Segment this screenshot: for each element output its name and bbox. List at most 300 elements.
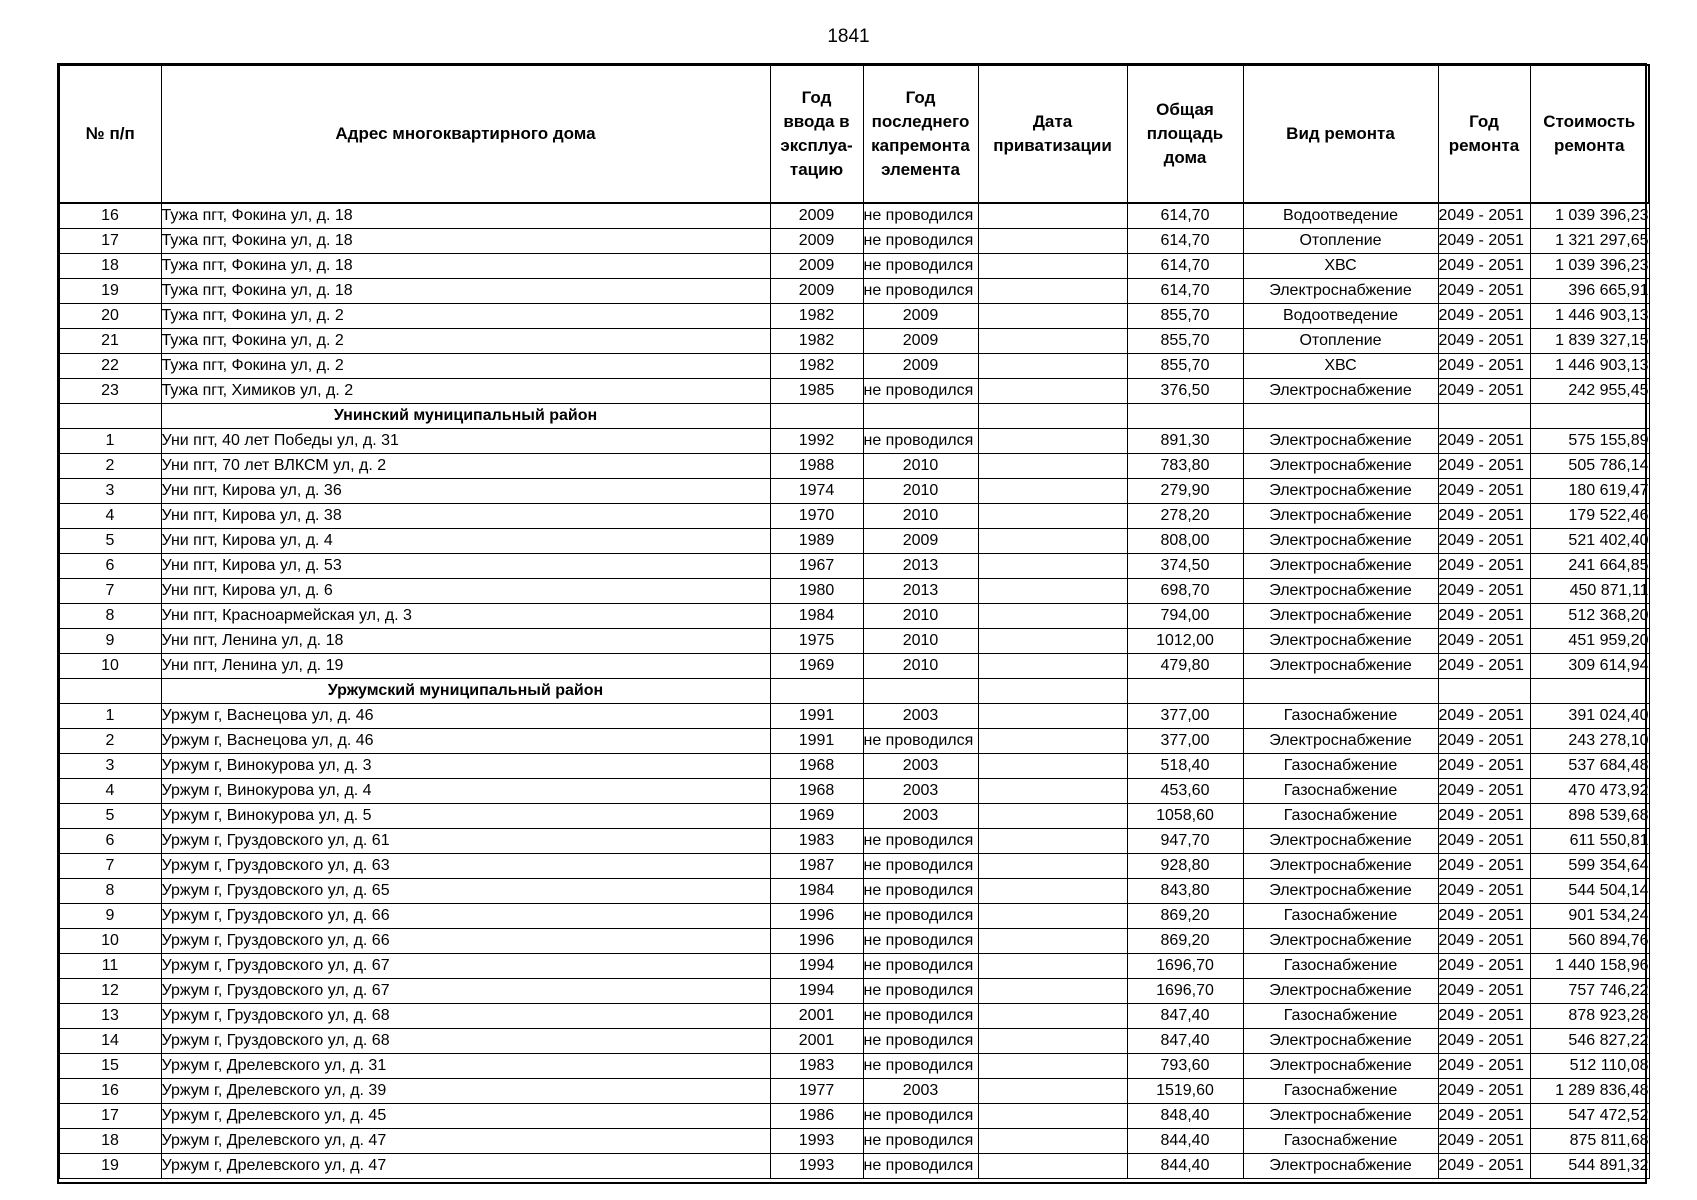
cell-num: 8 bbox=[59, 878, 161, 903]
cell-last-capital-repair: 2003 bbox=[863, 753, 978, 778]
cell-privatization-date bbox=[978, 603, 1127, 628]
table-row bbox=[59, 278, 1649, 303]
cell-privatization-date bbox=[978, 353, 1127, 378]
table-row bbox=[59, 353, 1649, 378]
cell-privatization-date bbox=[978, 753, 1127, 778]
table-row bbox=[59, 228, 1649, 253]
cell-repair-type: Электроснабжение bbox=[1243, 578, 1438, 603]
cell-repair-year: 2049 - 2051 bbox=[1438, 703, 1530, 728]
cell-total-area: 614,70 bbox=[1127, 203, 1243, 228]
cell-last-capital-repair: не проводился bbox=[863, 1153, 978, 1178]
cell-num: 19 bbox=[59, 1153, 161, 1178]
cell-privatization-date bbox=[978, 428, 1127, 453]
cell-repair-type: Электроснабжение bbox=[1243, 453, 1438, 478]
cell-repair-type: Электроснабжение bbox=[1243, 1053, 1438, 1078]
cell-year-built: 1992 bbox=[770, 428, 863, 453]
cell-repair-cost: 1 446 903,13 bbox=[1530, 303, 1649, 328]
cell-repair-type: Электроснабжение bbox=[1243, 853, 1438, 878]
cell-repair-cost: 521 402,40 bbox=[1530, 528, 1649, 553]
cell-total-area: 614,70 bbox=[1127, 278, 1243, 303]
cell-year-built: 1980 bbox=[770, 578, 863, 603]
cell-privatization-date bbox=[978, 1103, 1127, 1128]
cell-last-capital-repair: не проводился bbox=[863, 728, 978, 753]
cell-address: Тужа пгт, Фокина ул, д. 2 bbox=[161, 328, 770, 353]
cell-repair-cost bbox=[1530, 403, 1649, 428]
cell-repair-type: Водоотведение bbox=[1243, 203, 1438, 228]
cell-repair-type: Электроснабжение bbox=[1243, 1103, 1438, 1128]
cell-repair-year: 2049 - 2051 bbox=[1438, 1128, 1530, 1153]
cell-privatization-date bbox=[978, 978, 1127, 1003]
cell-repair-type: Газоснабжение bbox=[1243, 1078, 1438, 1103]
cell-repair-type: Газоснабжение bbox=[1243, 1128, 1438, 1153]
cell-num: 5 bbox=[59, 528, 161, 553]
cell-repair-year bbox=[1438, 403, 1530, 428]
cell-repair-year: 2049 - 2051 bbox=[1438, 853, 1530, 878]
cell-address: Уржум г, Винокурова ул, д. 3 bbox=[161, 753, 770, 778]
cell-repair-year: 2049 - 2051 bbox=[1438, 203, 1530, 228]
table-row bbox=[59, 778, 1649, 803]
header-repair-type: Вид ремонта bbox=[1243, 65, 1438, 203]
table-row bbox=[59, 1078, 1649, 1103]
table-row bbox=[59, 853, 1649, 878]
cell-year-built: 1977 bbox=[770, 1078, 863, 1103]
cell-address: Уни пгт, Кирова ул, д. 36 bbox=[161, 478, 770, 503]
cell-year-built: 1975 bbox=[770, 628, 863, 653]
cell-year-built: 1967 bbox=[770, 553, 863, 578]
cell-repair-cost bbox=[1530, 678, 1649, 703]
cell-total-area: 279,90 bbox=[1127, 478, 1243, 503]
cell-repair-cost: 391 024,40 bbox=[1530, 703, 1649, 728]
page-number: 1841 bbox=[827, 26, 870, 47]
cell-last-capital-repair: 2010 bbox=[863, 453, 978, 478]
cell-repair-type: Электроснабжение bbox=[1243, 378, 1438, 403]
cell-repair-year: 2049 - 2051 bbox=[1438, 1078, 1530, 1103]
table-row bbox=[59, 703, 1649, 728]
cell-last-capital-repair: не проводился bbox=[863, 903, 978, 928]
cell-address: Уржум г, Груздовского ул, д. 67 bbox=[161, 978, 770, 1003]
cell-repair-year: 2049 - 2051 bbox=[1438, 978, 1530, 1003]
cell-total-area: 794,00 bbox=[1127, 603, 1243, 628]
cell-last-capital-repair: 2003 bbox=[863, 1078, 978, 1103]
cell-repair-type: Газоснабжение bbox=[1243, 703, 1438, 728]
cell-repair-cost: 1 321 297,65 bbox=[1530, 228, 1649, 253]
cell-address: Уржум г, Винокурова ул, д. 4 bbox=[161, 778, 770, 803]
cell-last-capital-repair: 2010 bbox=[863, 603, 978, 628]
cell-repair-type: Электроснабжение bbox=[1243, 628, 1438, 653]
cell-address: Уни пгт, 70 лет ВЛКСМ ул, д. 2 bbox=[161, 453, 770, 478]
cell-year-built: 1988 bbox=[770, 453, 863, 478]
cell-repair-year: 2049 - 2051 bbox=[1438, 1103, 1530, 1128]
cell-last-capital-repair: 2009 bbox=[863, 328, 978, 353]
cell-total-area: 869,20 bbox=[1127, 903, 1243, 928]
cell-repair-type: Электроснабжение bbox=[1243, 553, 1438, 578]
cell-repair-year: 2049 - 2051 bbox=[1438, 303, 1530, 328]
cell-num: 7 bbox=[59, 853, 161, 878]
cell-address: Уржум г, Дрелевского ул, д. 45 bbox=[161, 1103, 770, 1128]
repair-register-table bbox=[58, 64, 1650, 1179]
cell-last-capital-repair: не проводился bbox=[863, 203, 978, 228]
cell-address: Тужа пгт, Фокина ул, д. 2 bbox=[161, 303, 770, 328]
cell-privatization-date bbox=[978, 403, 1127, 428]
cell-address: Тужа пгт, Химиков ул, д. 2 bbox=[161, 378, 770, 403]
table-row bbox=[59, 603, 1649, 628]
cell-year-built: 1983 bbox=[770, 828, 863, 853]
cell-repair-type bbox=[1243, 403, 1438, 428]
cell-repair-year: 2049 - 2051 bbox=[1438, 1053, 1530, 1078]
cell-repair-cost: 878 923,28 bbox=[1530, 1003, 1649, 1028]
cell-total-area: 1696,70 bbox=[1127, 978, 1243, 1003]
cell-repair-cost: 546 827,22 bbox=[1530, 1028, 1649, 1053]
cell-year-built: 2009 bbox=[770, 278, 863, 303]
cell-last-capital-repair: не проводился bbox=[863, 978, 978, 1003]
cell-last-capital-repair: 2003 bbox=[863, 778, 978, 803]
cell-address: Уржум г, Груздовского ул, д. 65 bbox=[161, 878, 770, 903]
cell-privatization-date bbox=[978, 203, 1127, 228]
cell-repair-year: 2049 - 2051 bbox=[1438, 328, 1530, 353]
cell-repair-type: Электроснабжение bbox=[1243, 1028, 1438, 1053]
cell-privatization-date bbox=[978, 253, 1127, 278]
cell-repair-cost: 179 522,46 bbox=[1530, 503, 1649, 528]
table-row bbox=[59, 1028, 1649, 1053]
cell-num: 6 bbox=[59, 828, 161, 853]
cell-num: 11 bbox=[59, 953, 161, 978]
cell-num: 12 bbox=[59, 978, 161, 1003]
cell-address: Тужа пгт, Фокина ул, д. 2 bbox=[161, 353, 770, 378]
cell-repair-cost: 875 811,68 bbox=[1530, 1128, 1649, 1153]
cell-total-area: 374,50 bbox=[1127, 553, 1243, 578]
cell-num: 16 bbox=[59, 1078, 161, 1103]
cell-repair-cost: 512 368,20 bbox=[1530, 603, 1649, 628]
cell-address: Уржум г, Груздовского ул, д. 67 bbox=[161, 953, 770, 978]
table-row bbox=[59, 328, 1649, 353]
cell-total-area: 479,80 bbox=[1127, 653, 1243, 678]
cell-last-capital-repair: 2003 bbox=[863, 703, 978, 728]
cell-last-capital-repair: не проводился bbox=[863, 278, 978, 303]
header-num: № п/п bbox=[59, 65, 161, 203]
cell-address: Уржум г, Васнецова ул, д. 46 bbox=[161, 728, 770, 753]
cell-last-capital-repair: не проводился bbox=[863, 828, 978, 853]
cell-privatization-date bbox=[978, 1128, 1127, 1153]
cell-num: 16 bbox=[59, 203, 161, 228]
cell-year-built bbox=[770, 678, 863, 703]
cell-total-area: 377,00 bbox=[1127, 703, 1243, 728]
cell-repair-year: 2049 - 2051 bbox=[1438, 528, 1530, 553]
cell-year-built: 2009 bbox=[770, 253, 863, 278]
cell-privatization-date bbox=[978, 903, 1127, 928]
cell-repair-year: 2049 - 2051 bbox=[1438, 428, 1530, 453]
cell-repair-year: 2049 - 2051 bbox=[1438, 1003, 1530, 1028]
cell-repair-year: 2049 - 2051 bbox=[1438, 278, 1530, 303]
cell-repair-cost: 901 534,24 bbox=[1530, 903, 1649, 928]
table-row bbox=[59, 978, 1649, 1003]
cell-last-capital-repair: не проводился bbox=[863, 1053, 978, 1078]
cell-repair-year: 2049 - 2051 bbox=[1438, 928, 1530, 953]
table-row bbox=[59, 378, 1649, 403]
cell-address: Уржум г, Груздовского ул, д. 66 bbox=[161, 928, 770, 953]
cell-address: Уни пгт, 40 лет Победы ул, д. 31 bbox=[161, 428, 770, 453]
cell-repair-year: 2049 - 2051 bbox=[1438, 228, 1530, 253]
cell-repair-type: Отопление bbox=[1243, 228, 1438, 253]
cell-repair-year: 2049 - 2051 bbox=[1438, 878, 1530, 903]
cell-repair-type: Электроснабжение bbox=[1243, 428, 1438, 453]
cell-total-area: 891,30 bbox=[1127, 428, 1243, 453]
table-row bbox=[59, 803, 1649, 828]
cell-num: 1 bbox=[59, 703, 161, 728]
cell-num: 4 bbox=[59, 503, 161, 528]
table-row bbox=[59, 453, 1649, 478]
cell-repair-type: Электроснабжение bbox=[1243, 503, 1438, 528]
cell-repair-cost: 898 539,68 bbox=[1530, 803, 1649, 828]
cell-total-area: 1696,70 bbox=[1127, 953, 1243, 978]
cell-address: Уржум г, Дрелевского ул, д. 39 bbox=[161, 1078, 770, 1103]
cell-num bbox=[59, 403, 161, 428]
cell-total-area: 808,00 bbox=[1127, 528, 1243, 553]
table-row bbox=[59, 578, 1649, 603]
cell-address: Уни пгт, Кирова ул, д. 6 bbox=[161, 578, 770, 603]
cell-last-capital-repair: 2009 bbox=[863, 528, 978, 553]
cell-repair-year: 2049 - 2051 bbox=[1438, 903, 1530, 928]
cell-last-capital-repair: не проводился bbox=[863, 928, 978, 953]
header-repair-cost: Стоимость ремонта bbox=[1530, 65, 1649, 203]
table-row bbox=[59, 253, 1649, 278]
cell-repair-cost: 1 446 903,13 bbox=[1530, 353, 1649, 378]
cell-repair-cost: 1 039 396,23 bbox=[1530, 203, 1649, 228]
cell-year-built bbox=[770, 403, 863, 428]
table-row bbox=[59, 203, 1649, 228]
cell-year-built: 1991 bbox=[770, 728, 863, 753]
cell-address: Тужа пгт, Фокина ул, д. 18 bbox=[161, 228, 770, 253]
table-row bbox=[59, 653, 1649, 678]
cell-repair-cost: 544 504,14 bbox=[1530, 878, 1649, 903]
cell-last-capital-repair: 2010 bbox=[863, 503, 978, 528]
cell-num: 19 bbox=[59, 278, 161, 303]
cell-repair-type: Газоснабжение bbox=[1243, 778, 1438, 803]
section-title: Уржумский муниципальный район bbox=[161, 678, 770, 703]
cell-privatization-date bbox=[978, 453, 1127, 478]
cell-privatization-date bbox=[978, 528, 1127, 553]
cell-total-area: 783,80 bbox=[1127, 453, 1243, 478]
cell-year-built: 1968 bbox=[770, 753, 863, 778]
cell-year-built: 1982 bbox=[770, 353, 863, 378]
cell-num: 17 bbox=[59, 228, 161, 253]
cell-year-built: 1969 bbox=[770, 803, 863, 828]
cell-privatization-date bbox=[978, 778, 1127, 803]
cell-total-area: 848,40 bbox=[1127, 1103, 1243, 1128]
cell-repair-year: 2049 - 2051 bbox=[1438, 453, 1530, 478]
section-title: Унинский муниципальный район bbox=[161, 403, 770, 428]
cell-year-built: 1996 bbox=[770, 928, 863, 953]
cell-repair-cost: 309 614,94 bbox=[1530, 653, 1649, 678]
table-row bbox=[59, 1053, 1649, 1078]
table-row bbox=[59, 1103, 1649, 1128]
cell-num: 9 bbox=[59, 903, 161, 928]
cell-num: 4 bbox=[59, 778, 161, 803]
cell-total-area: 844,40 bbox=[1127, 1153, 1243, 1178]
cell-address: Уржум г, Груздовского ул, д. 63 bbox=[161, 853, 770, 878]
cell-address: Уни пгт, Кирова ул, д. 4 bbox=[161, 528, 770, 553]
cell-repair-year: 2049 - 2051 bbox=[1438, 1028, 1530, 1053]
cell-total-area: 847,40 bbox=[1127, 1003, 1243, 1028]
cell-address: Уни пгт, Кирова ул, д. 38 bbox=[161, 503, 770, 528]
cell-num: 9 bbox=[59, 628, 161, 653]
cell-total-area: 793,60 bbox=[1127, 1053, 1243, 1078]
cell-repair-type: Газоснабжение bbox=[1243, 803, 1438, 828]
cell-privatization-date bbox=[978, 803, 1127, 828]
cell-privatization-date bbox=[978, 578, 1127, 603]
cell-repair-cost: 451 959,20 bbox=[1530, 628, 1649, 653]
cell-total-area: 844,40 bbox=[1127, 1128, 1243, 1153]
cell-total-area: 843,80 bbox=[1127, 878, 1243, 903]
cell-last-capital-repair: не проводился bbox=[863, 1003, 978, 1028]
cell-repair-cost: 1 839 327,15 bbox=[1530, 328, 1649, 353]
header-address: Адрес многоквартирного дома bbox=[161, 65, 770, 203]
cell-address: Уни пгт, Ленина ул, д. 19 bbox=[161, 653, 770, 678]
cell-repair-type: Электроснабжение bbox=[1243, 528, 1438, 553]
cell-num: 23 bbox=[59, 378, 161, 403]
cell-repair-year: 2049 - 2051 bbox=[1438, 828, 1530, 853]
cell-repair-cost: 450 871,11 bbox=[1530, 578, 1649, 603]
cell-total-area bbox=[1127, 678, 1243, 703]
cell-repair-year bbox=[1438, 678, 1530, 703]
cell-total-area: 453,60 bbox=[1127, 778, 1243, 803]
table-row bbox=[59, 553, 1649, 578]
cell-repair-type: Электроснабжение bbox=[1243, 728, 1438, 753]
cell-privatization-date bbox=[978, 953, 1127, 978]
cell-repair-type: Газоснабжение bbox=[1243, 753, 1438, 778]
cell-repair-type: Электроснабжение bbox=[1243, 878, 1438, 903]
cell-year-built: 1974 bbox=[770, 478, 863, 503]
cell-repair-cost: 599 354,64 bbox=[1530, 853, 1649, 878]
cell-total-area bbox=[1127, 403, 1243, 428]
cell-num: 14 bbox=[59, 1028, 161, 1053]
cell-num bbox=[59, 678, 161, 703]
cell-repair-year: 2049 - 2051 bbox=[1438, 553, 1530, 578]
cell-privatization-date bbox=[978, 828, 1127, 853]
table-row bbox=[59, 503, 1649, 528]
cell-total-area: 855,70 bbox=[1127, 328, 1243, 353]
cell-repair-cost: 547 472,52 bbox=[1530, 1103, 1649, 1128]
cell-address: Уржум г, Васнецова ул, д. 46 bbox=[161, 703, 770, 728]
table-row bbox=[59, 478, 1649, 503]
cell-year-built: 1994 bbox=[770, 978, 863, 1003]
cell-num: 3 bbox=[59, 753, 161, 778]
cell-repair-type: ХВС bbox=[1243, 353, 1438, 378]
cell-privatization-date bbox=[978, 728, 1127, 753]
cell-repair-cost: 512 110,08 bbox=[1530, 1053, 1649, 1078]
cell-last-capital-repair: не проводился bbox=[863, 1028, 978, 1053]
cell-privatization-date bbox=[978, 503, 1127, 528]
cell-repair-year: 2049 - 2051 bbox=[1438, 953, 1530, 978]
cell-last-capital-repair: не проводился bbox=[863, 853, 978, 878]
section-row bbox=[59, 678, 1649, 703]
cell-last-capital-repair: не проводился bbox=[863, 428, 978, 453]
cell-num: 5 bbox=[59, 803, 161, 828]
cell-address: Уржум г, Дрелевского ул, д. 47 bbox=[161, 1153, 770, 1178]
cell-total-area: 377,00 bbox=[1127, 728, 1243, 753]
cell-repair-type: Газоснабжение bbox=[1243, 1003, 1438, 1028]
cell-num: 7 bbox=[59, 578, 161, 603]
cell-repair-type: Газоснабжение bbox=[1243, 953, 1438, 978]
cell-privatization-date bbox=[978, 928, 1127, 953]
cell-last-capital-repair: 2010 bbox=[863, 478, 978, 503]
cell-address: Уржум г, Дрелевского ул, д. 47 bbox=[161, 1128, 770, 1153]
cell-total-area: 1012,00 bbox=[1127, 628, 1243, 653]
cell-num: 8 bbox=[59, 603, 161, 628]
cell-year-built: 1989 bbox=[770, 528, 863, 553]
cell-last-capital-repair: 2009 bbox=[863, 353, 978, 378]
cell-repair-type: Электроснабжение bbox=[1243, 1153, 1438, 1178]
cell-repair-year: 2049 - 2051 bbox=[1438, 778, 1530, 803]
cell-privatization-date bbox=[978, 1053, 1127, 1078]
cell-repair-year: 2049 - 2051 bbox=[1438, 253, 1530, 278]
table-row bbox=[59, 1153, 1649, 1178]
table-row bbox=[59, 903, 1649, 928]
cell-num: 15 bbox=[59, 1053, 161, 1078]
cell-num: 2 bbox=[59, 453, 161, 478]
cell-num: 2 bbox=[59, 728, 161, 753]
cell-privatization-date bbox=[978, 228, 1127, 253]
cell-repair-cost: 505 786,14 bbox=[1530, 453, 1649, 478]
cell-total-area: 614,70 bbox=[1127, 228, 1243, 253]
cell-year-built: 1996 bbox=[770, 903, 863, 928]
cell-year-built: 1968 bbox=[770, 778, 863, 803]
cell-year-built: 1993 bbox=[770, 1128, 863, 1153]
cell-repair-cost: 180 619,47 bbox=[1530, 478, 1649, 503]
cell-total-area: 928,80 bbox=[1127, 853, 1243, 878]
cell-last-capital-repair: 2010 bbox=[863, 653, 978, 678]
cell-repair-year: 2049 - 2051 bbox=[1438, 803, 1530, 828]
table-header bbox=[59, 65, 1649, 203]
cell-total-area: 855,70 bbox=[1127, 303, 1243, 328]
cell-repair-year: 2049 - 2051 bbox=[1438, 728, 1530, 753]
cell-address: Уни пгт, Кирова ул, д. 53 bbox=[161, 553, 770, 578]
cell-repair-cost: 470 473,92 bbox=[1530, 778, 1649, 803]
cell-repair-type: Электроснабжение bbox=[1243, 978, 1438, 1003]
cell-repair-cost: 544 891,32 bbox=[1530, 1153, 1649, 1178]
cell-repair-year: 2049 - 2051 bbox=[1438, 578, 1530, 603]
cell-year-built: 1969 bbox=[770, 653, 863, 678]
cell-num: 3 bbox=[59, 478, 161, 503]
cell-privatization-date bbox=[978, 1003, 1127, 1028]
cell-repair-type: Электроснабжение bbox=[1243, 603, 1438, 628]
cell-last-capital-repair: не проводился bbox=[863, 953, 978, 978]
table-row bbox=[59, 828, 1649, 853]
cell-last-capital-repair: не проводился bbox=[863, 1128, 978, 1153]
cell-address: Тужа пгт, Фокина ул, д. 18 bbox=[161, 253, 770, 278]
cell-year-built: 1987 bbox=[770, 853, 863, 878]
cell-last-capital-repair: не проводился bbox=[863, 1103, 978, 1128]
cell-address: Уни пгт, Красноармейская ул, д. 3 bbox=[161, 603, 770, 628]
header-repair-year: Год ремонта bbox=[1438, 65, 1530, 203]
cell-privatization-date bbox=[978, 378, 1127, 403]
cell-num: 6 bbox=[59, 553, 161, 578]
cell-repair-type: Газоснабжение bbox=[1243, 903, 1438, 928]
table-row bbox=[59, 953, 1649, 978]
cell-last-capital-repair: не проводился bbox=[863, 253, 978, 278]
cell-privatization-date bbox=[978, 478, 1127, 503]
cell-repair-cost: 396 665,91 bbox=[1530, 278, 1649, 303]
table-row bbox=[59, 303, 1649, 328]
header-row bbox=[59, 65, 1649, 203]
cell-repair-year: 2049 - 2051 bbox=[1438, 603, 1530, 628]
cell-total-area: 1519,60 bbox=[1127, 1078, 1243, 1103]
cell-privatization-date bbox=[978, 703, 1127, 728]
cell-privatization-date bbox=[978, 1028, 1127, 1053]
cell-privatization-date bbox=[978, 853, 1127, 878]
cell-address: Уржум г, Груздовского ул, д. 61 bbox=[161, 828, 770, 853]
cell-total-area: 847,40 bbox=[1127, 1028, 1243, 1053]
cell-repair-cost: 1 440 158,96 bbox=[1530, 953, 1649, 978]
